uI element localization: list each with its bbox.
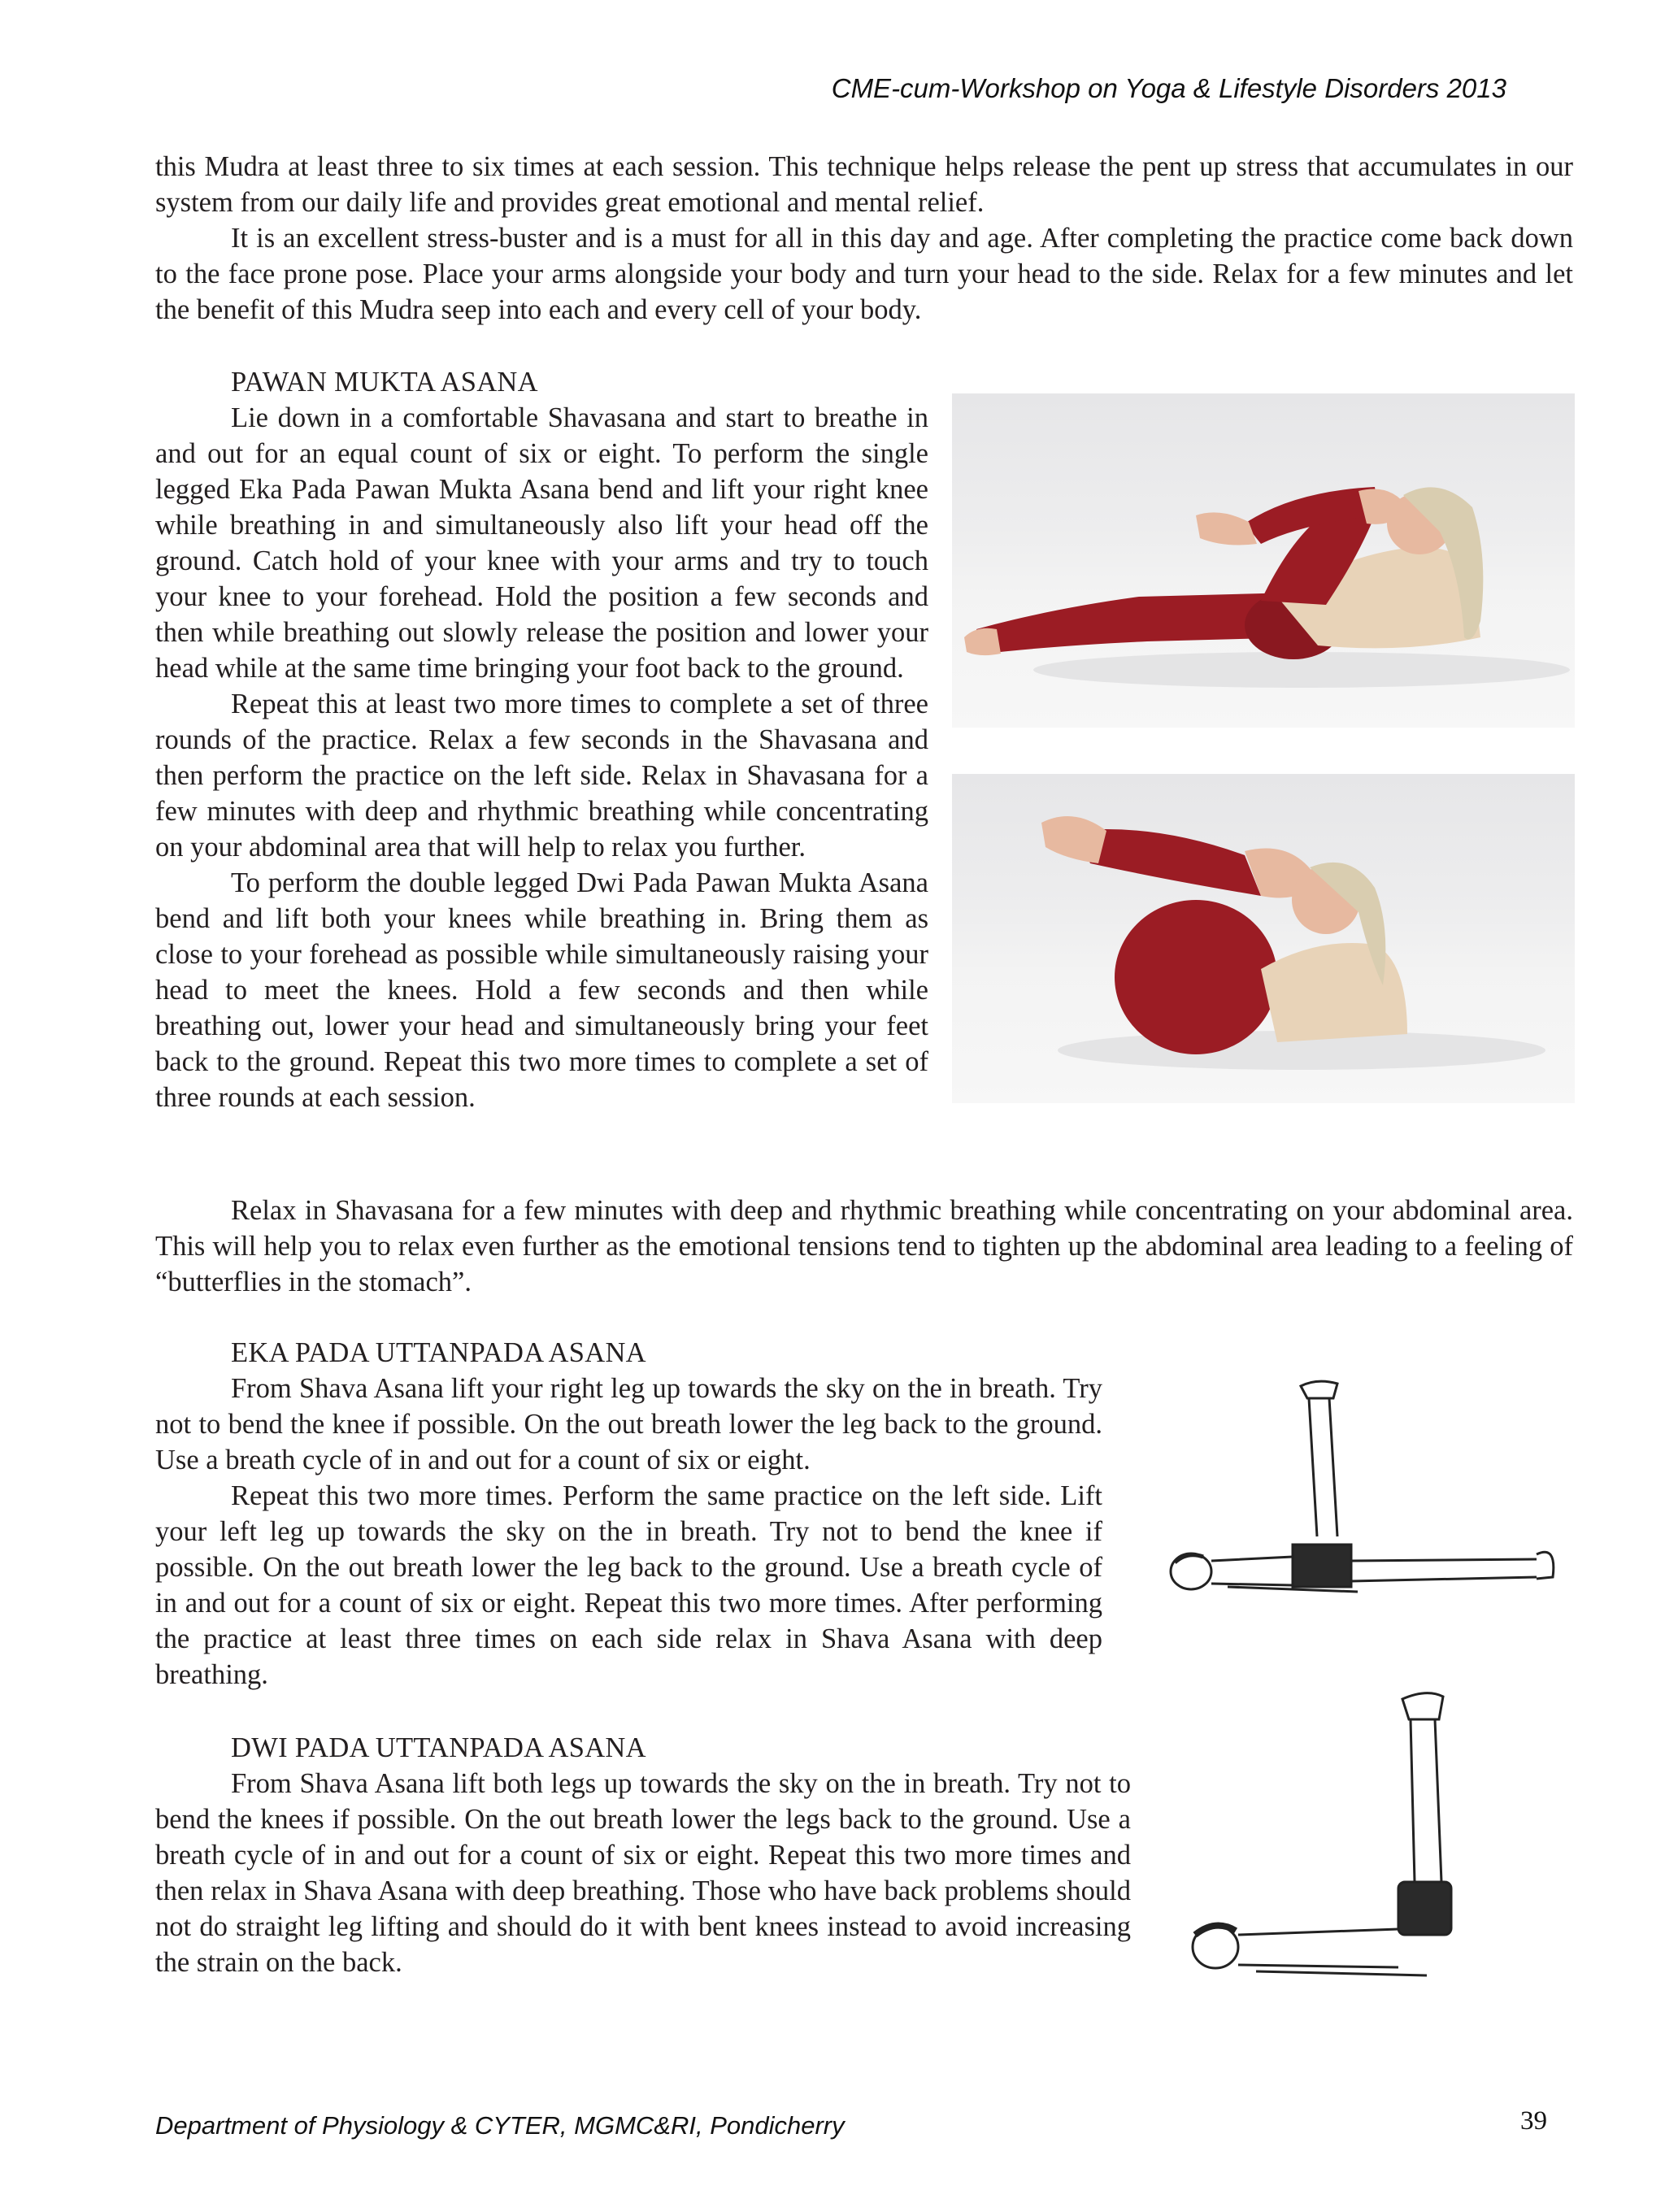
eka-pada-section [155, 1335, 1102, 1693]
pawan-paragraph-3: To perform the double legged Dwi Pada Pawan Mukta Asana bend and lift both your knees while breathing in. Bring them as close to your forehead as possible while simultaneously raising your head to meet the knees. Hold a few seconds and then while breathing out, lower your head and simultaneously bring your feet back to the ground. Repeat this two more times to complete a set of three rounds at each session. [155, 867, 928, 1113]
drawing-eka-pada-uttanpada [1154, 1374, 1565, 1610]
photo-eka-pada-pawan-mukta [952, 393, 1575, 728]
section-heading-dwi-pada: DWI PADA UTTANPADA ASANA [231, 1732, 646, 1763]
section-heading-pawan-mukta: PAWAN MUKTA ASANA [231, 367, 538, 398]
pawan-paragraph-4: Relax in Shavasana for a few minutes with deep and rhythmic breathing while concentrating on your abdominal area. This will help you to relax even further as the emotional tensions tend to tighten up the abdominal area leading to a feeling of “butterflies in the stomach”. [155, 1195, 1573, 1297]
pawan-relax-section [155, 1193, 1573, 1300]
line-drawing-figure [1154, 1374, 1565, 1610]
footer-department: Department of Physiology & CYTER, MGMC&RI, Pondicherry [155, 2111, 845, 2140]
intro-paragraph-2: It is an excellent stress-buster and is a must for all in this day and age. After completing the practice come back down to the face prone pose. Place your arms alongside your body and turn your head to the side. Relax for a few minutes and let the benefit of this Mudra seep into each and every cell of your body. [155, 223, 1573, 325]
pawan-paragraph-2: Repeat this at least two more times to complete a set of three rounds of the practice. Relax a few seconds in the Shavasana and then perform the practice on the left side. Relax in Shavasana for a few minutes with deep and rhythmic breathing while concentrating on your abdominal area that will help to relax you further. [155, 689, 928, 863]
photo-dwi-pada-pawan-mukta [952, 774, 1575, 1103]
running-header: CME-cum-Workshop on Yoga & Lifestyle Disorders 2013 [831, 73, 1506, 103]
pawan-paragraph-1: Lie down in a comfortable Shavasana and start to breathe in and out for an equal count of six or eight. To perform the single legged Eka Pada Pawan Mukta Asana bend and lift your right knee while breathing in and simultaneously also lift your head off the ground. Catch hold of your knee with your arms and try to touch your knee to your forehead. Hold the position a few seconds and then while breathing out slowly release the position and lower your head while at the same time bringing your foot back to the ground. [155, 402, 928, 684]
pawan-mukta-section [155, 364, 928, 1115]
yoga-figure-illustration [952, 393, 1575, 728]
intro-section [155, 149, 1573, 328]
page-number: 39 [1520, 2106, 1547, 2136]
dwi-paragraph-1: From Shava Asana lift both legs up towards the sky on the in breath. Try not to bend the knees if possible. On the out breath lower the legs back to the ground. Use a breath cycle of in and out for a count of six or eight. Repeat this two more times and then relax in Shava Asana with deep breathing. Those who have back problems should not do straight leg lifting and should do it with bent knees instead to avoid increasing the strain on the back. [155, 1768, 1131, 1978]
line-drawing-figure [1183, 1687, 1500, 2012]
dwi-pada-section [155, 1730, 1131, 1980]
intro-paragraph-1: this Mudra at least three to six times at each session. This technique helps release the pent up stress that accumulates in our system from our daily life and provides great emotional and mental relief. [155, 151, 1573, 218]
yoga-figure-illustration [952, 774, 1575, 1103]
section-heading-eka-pada: EKA PADA UTTANPADA ASANA [231, 1337, 646, 1368]
eka-paragraph-1: From Shava Asana lift your right leg up towards the sky on the in breath. Try not to bend the knee if possible. On the out breath lower the leg back to the ground. Use a breath cycle of in and out for a count of six or eight. [155, 1373, 1102, 1475]
drawing-dwi-pada-uttanpada [1183, 1687, 1500, 2012]
eka-paragraph-2: Repeat this two more times. Perform the same practice on the left side. Lift your left leg up towards the sky on the in breath. Try not to bend the knee if possible. On the out breath lower the leg back to the ground. Use a breath cycle of in and out for a count of six or eight. Repeat this two more times. After performing the practice at least three times on each side relax in Shava Asana with deep breathing. [155, 1480, 1102, 1690]
